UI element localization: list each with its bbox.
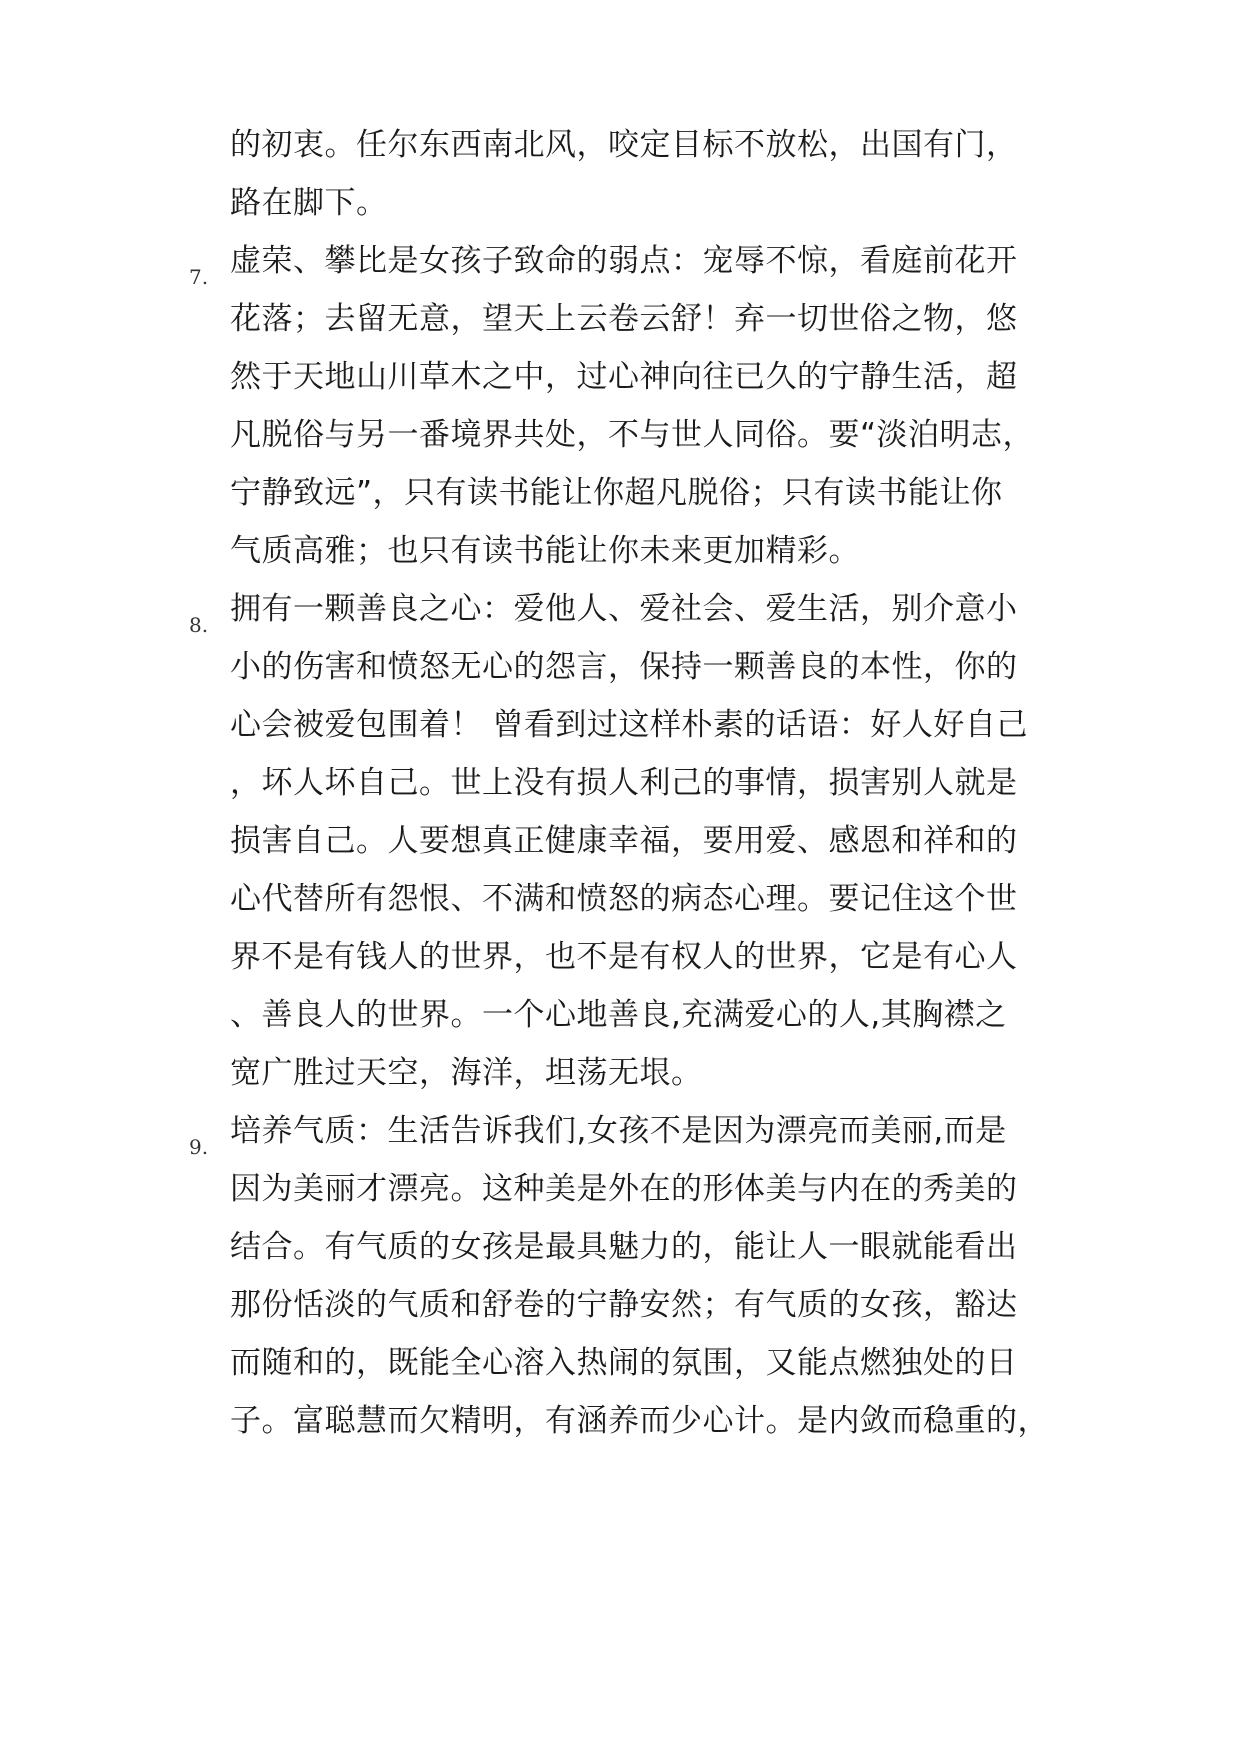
text-line: 气质高雅；也只有读书能让你未来更加精彩。	[230, 533, 860, 569]
text-line: 虚荣、攀比是女孩子致命的弱点：宠辱不惊，看庭前花开	[230, 243, 1018, 279]
text-line: 因为美丽才漂亮。这种美是外在的形体美与内在的秀美的	[230, 1171, 1018, 1207]
text-line: 子。富聪慧而欠精明，有涵养而少心计。是内敛而稳重的，	[230, 1403, 1049, 1439]
text-line: 损害自己。人要想真正健康幸福，要用爱、感恩和祥和的	[230, 823, 1018, 859]
text-line: 宽广胜过天空，海洋，坦荡无垠。	[230, 1055, 703, 1091]
text-line: 凡脱俗与另一番境界共处，不与世人同俗。要“淡泊明志，	[230, 417, 1035, 453]
text-line: 小的伤害和愤怒无心的怨言，保持一颗善良的本性，你的	[230, 649, 1018, 685]
text-line: 花落；去留无意，望天上云卷云舒！弃一切世俗之物，悠	[230, 301, 1018, 337]
text-line: 而随和的，既能全心溶入热闹的氛围，又能点燃独处的日	[230, 1345, 1018, 1381]
text-line: 拥有一颗善良之心：爱他人、爱社会、爱生活，别介意小	[230, 591, 1018, 627]
text-line: 培养气质：生活告诉我们,女孩不是因为漂亮而美丽,而是	[230, 1113, 1007, 1149]
text-line: 心代替所有怨恨、不满和愤怒的病态心理。要记住这个世	[230, 881, 1018, 917]
list-number: 8.	[189, 613, 209, 637]
text-line: 然于天地山川草木之中，过心神向往已久的宁静生活，超	[230, 359, 1018, 395]
list-number: 7.	[189, 265, 209, 289]
text-line: 结合。有气质的女孩是最具魅力的，能让人一眼就能看出	[230, 1229, 1018, 1265]
text-line: 界不是有钱人的世界，也不是有权人的世界，它是有心人	[230, 939, 1018, 975]
text-line: 路在脚下。	[230, 185, 388, 221]
text-line: 宁静致远”，只有读书能让你超凡脱俗；只有读书能让你	[230, 475, 1003, 511]
list-number: 9.	[189, 1135, 209, 1159]
text-line: 、善良人的世界。一个心地善良,充满爱心的人,其胸襟之	[230, 997, 1007, 1033]
text-line: 那份恬淡的气质和舒卷的宁静安然；有气质的女孩，豁达	[230, 1287, 1018, 1323]
text-line: ，坏人坏自己。世上没有损人利己的事情，损害别人就是	[230, 765, 1018, 801]
text-line: 的初衷。任尔东西南北风，咬定目标不放松，出国有门，	[230, 127, 1018, 163]
text-line: 心会被爱包围着！ 曾看到过这样朴素的话语：好人好自己	[230, 707, 1028, 743]
